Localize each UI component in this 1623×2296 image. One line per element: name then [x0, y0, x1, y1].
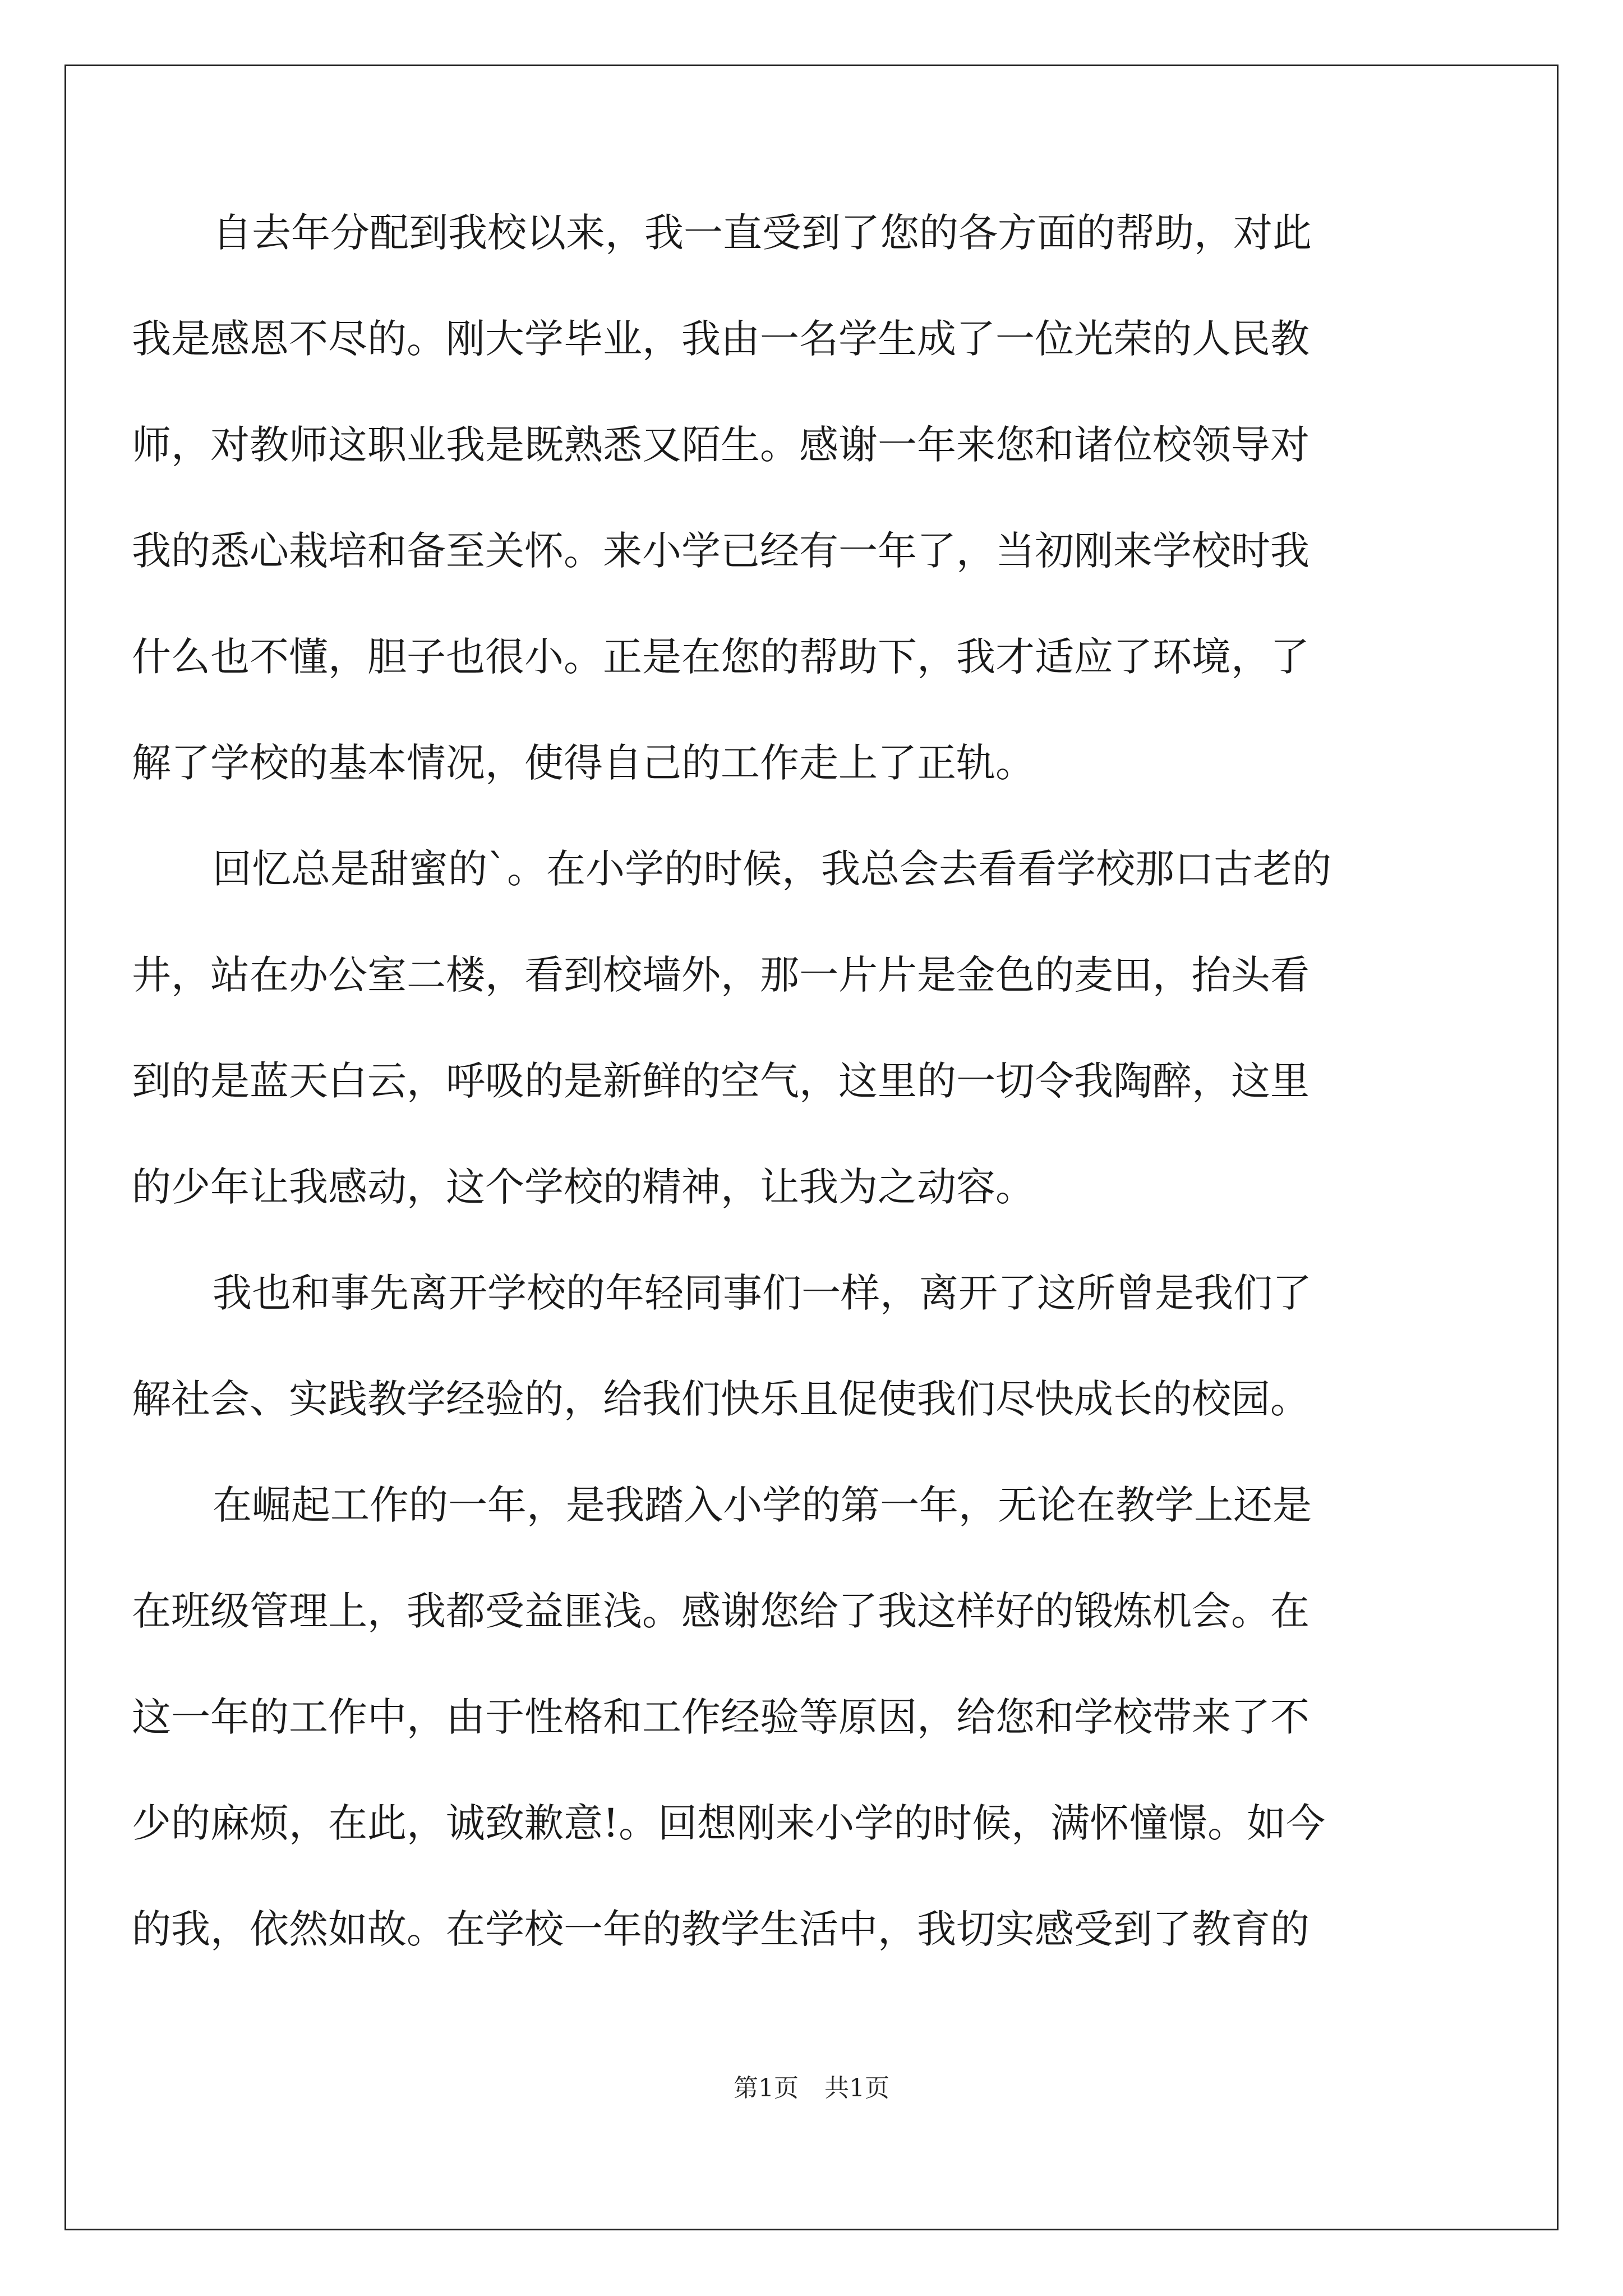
text-line: 在崛起工作的一年，是我踏入小学的第一年，无论在教学上还是	[213, 1482, 1312, 1528]
text-line: 我的悉心栽培和备至关怀。来小学已经有一年了，当初刚来学校时我	[132, 528, 1310, 574]
text-line: 我是感恩不尽的。刚大学毕业，我由一名学生成了一位光荣的人民教	[132, 316, 1310, 362]
text-line: 自去年分配到我校以来，我一直受到了您的各方面的帮助，对此	[213, 210, 1312, 256]
text-line: 解社会、实践教学经验的，给我们快乐且促使我们尽快成长的校园。	[132, 1376, 1310, 1422]
page-border	[64, 65, 1559, 2230]
page-number: 第1页	[734, 2074, 799, 2102]
text-line: 这一年的工作中，由于性格和工作经验等原因，给您和学校带来了不	[132, 1694, 1310, 1740]
text-line: 师，对教师这职业我是既熟悉又陌生。感谢一年来您和诸位校领导对	[132, 422, 1310, 468]
text-line: 的少年让我感动，这个学校的精神，让我为之动容。	[132, 1164, 1035, 1210]
text-line: 少的麻烦，在此，诚致歉意!。回想刚来小学的时候，满怀憧憬。如今	[132, 1800, 1326, 1846]
text-line: 到的是蓝天白云，呼吸的是新鲜的空气，这里的一切令我陶醉，这里	[132, 1058, 1310, 1104]
page-footer	[0, 2072, 1623, 2105]
text-line: 回忆总是甜蜜的`。在小学的时候，我总会去看看学校那口古老的	[213, 846, 1331, 892]
text-line: 的我，依然如故。在学校一年的教学生活中，我切实感受到了教育的	[132, 1906, 1310, 1952]
text-line: 井，站在办公室二楼，看到校墙外，那一片片是金色的麦田，抬头看	[132, 952, 1310, 998]
text-line: 我也和事先离开学校的年轻同事们一样，离开了这所曾是我们了	[213, 1270, 1312, 1316]
text-line: 什么也不懂，胆子也很小。正是在您的帮助下，我才适应了环境，了	[132, 634, 1310, 680]
page-total: 共1页	[824, 2074, 889, 2102]
text-line: 解了学校的基本情况，使得自己的工作走上了正轨。	[132, 740, 1035, 786]
text-line: 在班级管理上，我都受益匪浅。感谢您给了我这样好的锻炼机会。在	[132, 1588, 1310, 1634]
